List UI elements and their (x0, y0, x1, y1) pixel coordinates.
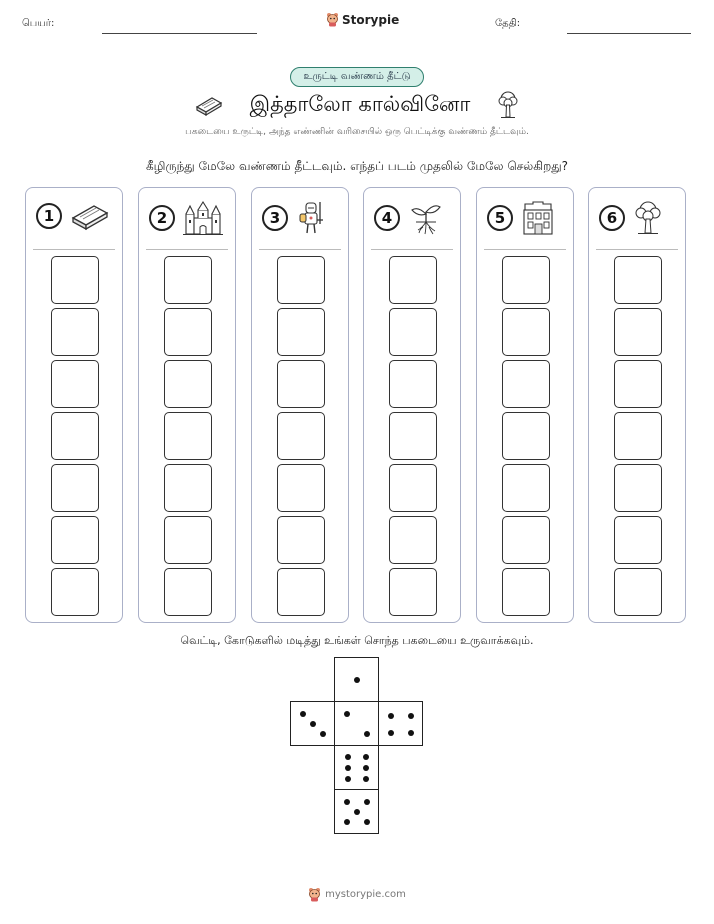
knight-icon (296, 200, 326, 236)
pip (408, 730, 414, 736)
pip (364, 799, 370, 805)
pip (345, 765, 351, 771)
color-box[interactable] (277, 308, 325, 356)
color-box[interactable] (51, 256, 99, 304)
column-divider (146, 249, 228, 250)
color-box[interactable] (51, 516, 99, 564)
pip (345, 776, 351, 782)
pip (364, 819, 370, 825)
column-number: 2 (149, 205, 175, 231)
date-line[interactable] (567, 33, 691, 34)
brand-name: Storypie (342, 12, 400, 27)
color-box[interactable] (614, 412, 662, 460)
column-6 (588, 187, 686, 623)
color-box[interactable] (164, 360, 212, 408)
pip (388, 730, 394, 736)
color-box[interactable] (51, 412, 99, 460)
die-face-4 (378, 701, 423, 746)
color-box[interactable] (277, 568, 325, 616)
color-box[interactable] (614, 464, 662, 512)
column-2 (138, 187, 236, 623)
footer (0, 887, 714, 902)
color-box[interactable] (277, 360, 325, 408)
color-box[interactable] (51, 568, 99, 616)
column-1 (25, 187, 123, 623)
name-line[interactable] (102, 33, 257, 34)
pip (364, 731, 370, 737)
building-icon (521, 200, 555, 236)
die-net-instruction: வெட்டி, கோடுகளில் மடித்து உங்கள் சொந்த பகடையை உருவாக்கவும். (180, 634, 534, 647)
column-divider (371, 249, 453, 250)
tree-icon (633, 200, 663, 236)
color-box[interactable] (389, 256, 437, 304)
pip (310, 721, 316, 727)
color-box[interactable] (277, 516, 325, 564)
color-box[interactable] (502, 308, 550, 356)
column-number: 5 (487, 205, 513, 231)
column-number: 6 (599, 205, 625, 231)
column-divider (259, 249, 341, 250)
color-box[interactable] (164, 256, 212, 304)
color-box[interactable] (614, 256, 662, 304)
tree-icon (496, 90, 520, 120)
book-icon (194, 93, 224, 117)
name-label: பெயர்: (22, 18, 55, 29)
die-face-3 (290, 701, 335, 746)
pip (300, 711, 306, 717)
color-box[interactable] (389, 360, 437, 408)
storypie-mascot-icon (326, 12, 339, 27)
color-box[interactable] (164, 308, 212, 356)
color-box[interactable] (51, 464, 99, 512)
pip (320, 731, 326, 737)
column-divider (33, 249, 115, 250)
color-box[interactable] (614, 308, 662, 356)
pip (363, 765, 369, 771)
color-box[interactable] (164, 516, 212, 564)
pip (363, 776, 369, 782)
color-box[interactable] (164, 412, 212, 460)
color-box[interactable] (502, 568, 550, 616)
book-icon (70, 200, 110, 232)
die-face-5 (334, 789, 379, 834)
color-box[interactable] (277, 464, 325, 512)
column-number: 4 (374, 205, 400, 231)
date-label: தேதி: (495, 18, 521, 29)
pip (345, 754, 351, 760)
column-divider (484, 249, 566, 250)
pip (344, 711, 350, 717)
footer-url[interactable]: mystorypie.com (325, 889, 406, 900)
color-box[interactable] (164, 568, 212, 616)
pip (344, 819, 350, 825)
pip (344, 799, 350, 805)
brand-logo (326, 12, 399, 27)
pip (388, 713, 394, 719)
color-box[interactable] (277, 256, 325, 304)
pip (354, 677, 360, 683)
color-box[interactable] (502, 256, 550, 304)
color-box[interactable] (51, 360, 99, 408)
column-5 (476, 187, 574, 623)
column-divider (596, 249, 678, 250)
color-box[interactable] (502, 516, 550, 564)
color-box[interactable] (502, 412, 550, 460)
die-face-1 (334, 657, 379, 702)
color-box[interactable] (614, 360, 662, 408)
column-3 (251, 187, 349, 623)
sprout-icon (408, 200, 444, 236)
color-box[interactable] (389, 568, 437, 616)
subtitle: பகடையை உருட்டி, அந்த எண்ணின் வரிசையில் ஒரு பெட்டிக்கு வண்ணம் தீட்டவும். (185, 127, 529, 137)
pip (363, 754, 369, 760)
storypie-mascot-icon (308, 887, 321, 902)
title-row (0, 90, 714, 120)
color-box[interactable] (502, 464, 550, 512)
die-face-6 (334, 745, 379, 790)
instruction: கீழிருந்து மேலே வண்ணம் தீட்டவும். எந்தப் படம் முதலில் மேலே செல்கிறது? (145, 159, 569, 173)
color-box[interactable] (614, 516, 662, 564)
color-box[interactable] (51, 308, 99, 356)
pip (408, 713, 414, 719)
page-title: இத்தாலோ கால்வினோ (249, 91, 471, 116)
castle-icon (183, 200, 223, 236)
color-box[interactable] (502, 360, 550, 408)
column-4 (363, 187, 461, 623)
activity-tag: உருட்டி வண்ணம் தீட்டு (290, 67, 424, 87)
color-box[interactable] (389, 516, 437, 564)
color-box[interactable] (277, 412, 325, 460)
column-number: 3 (262, 205, 288, 231)
column-number: 1 (36, 203, 62, 229)
color-box[interactable] (164, 464, 212, 512)
color-box[interactable] (389, 464, 437, 512)
color-box[interactable] (389, 308, 437, 356)
color-box[interactable] (614, 568, 662, 616)
die-face-2 (334, 701, 379, 746)
pip (354, 809, 360, 815)
color-box[interactable] (389, 412, 437, 460)
